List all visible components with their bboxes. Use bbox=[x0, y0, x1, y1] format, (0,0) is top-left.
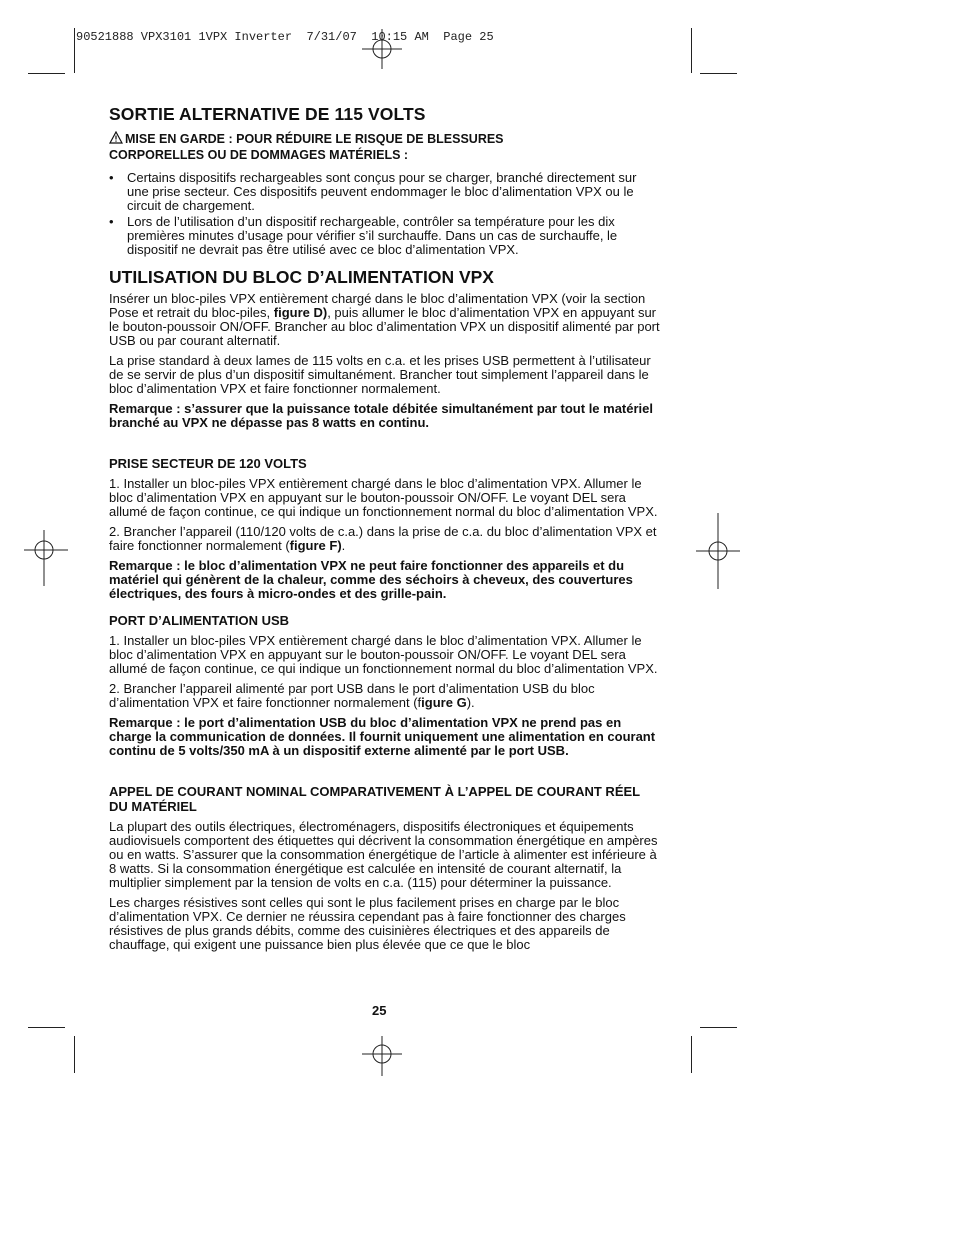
subsection-title: PRISE SECTEUR DE 120 VOLTS bbox=[109, 456, 307, 471]
section-title: SORTIE ALTERNATIVE DE 115 VOLTS bbox=[109, 104, 426, 124]
subsection-title: APPEL DE COURANT NOMINAL COMPARATIVEMENT À L’APPEL DE COURANT RÉEL DU MATÉRIEL bbox=[109, 784, 640, 814]
subsection-title: PORT D’ALIMENTATION USB bbox=[109, 613, 290, 628]
paragraph: Insérer un bloc-piles VPX entièrement chargé dans le bloc d’alimentation VPX (voir la section Pose et retrait du bloc-piles, figure D), puis allumer le bloc d’alimentation VPX en appuyant sur le bouton-poussoir ON/OFF. Brancher au bloc d’alimentation VPX un dispositif alimenté par port USB ou par courant alternatif. bbox=[109, 291, 660, 348]
paragraph: 2. Brancher l’appareil (110/120 volts de c.a.) dans la prise de c.a. du bloc d’alimentation VPX et faire fonctionner normalement (figure F). bbox=[109, 524, 657, 553]
paragraph: 1. Installer un bloc-piles VPX entièrement chargé dans le bloc d’alimentation VPX. Allumer le bloc d’alimentation VPX en appuyant sur le bouton-poussoir ON/OFF. Le voyant DEL sera allumé de façon continue, ce qui indique un fonctionnement normal du bloc d’alimentation VPX. bbox=[109, 633, 658, 676]
crop-mark bbox=[74, 28, 75, 73]
crop-mark bbox=[28, 1027, 65, 1028]
warning-block bbox=[109, 131, 660, 163]
list-item: • Certains dispositifs rechargeables sont conçus pour se charger, branché directement sur une prise secteur. Ces dispositifs peuvent endommager le bloc d’alimentation VPX ou le circuit de chargement. bbox=[109, 170, 637, 213]
paragraph: 1. Installer un bloc-piles VPX entièrement chargé dans le bloc d’alimentation VPX. Allumer le bloc d’alimentation VPX en appuyant sur le bouton-poussoir ON/OFF. Le voyant DEL sera allumé de façon continue, ce qui indique un fonctionnement normal du bloc d’alimentation VPX. bbox=[109, 476, 658, 519]
note: Remarque : le port d’alimentation USB du bloc d’alimentation VPX ne prend pas en charge la communication de données. Il fournit uniquement une alimentation en courant continu de 5 volts/350 mA à un dispositif externe alimenté par le port USB. bbox=[109, 715, 656, 758]
registration-mark-left bbox=[24, 530, 68, 586]
page-number: 25 bbox=[372, 1003, 387, 1018]
printer-slug: 90521888 VPX3101 1VPX Inverter 7/31/07 10:15 AM Page 25 bbox=[76, 30, 494, 44]
paragraph: Les charges résistives sont celles qui sont le plus facilement prises en charge par le bloc d’alimentation VPX. Ce dernier ne réussira cependant pas à faire fonctionner des charges résistives de plus grands débits, comme des cuisinières électriques et des appareils de chauffage, qui exigent une puissance bien plus élevée que ce que le bloc bbox=[109, 895, 626, 952]
list-item: • Lors de l’utilisation d’un dispositif rechargeable, contrôler sa température pour les dix premières minutes d’usage pour vérifier s’il surchauffe. Dans un cas de surchauffe, le dispositif ne devrait pas être utilisé avec ce bloc d’alimentation VPX. bbox=[109, 214, 618, 257]
warning-text-line1: MISE EN GARDE : POUR RÉDUIRE LE RISQUE DE BLESSURES bbox=[125, 132, 504, 146]
crop-mark bbox=[691, 1036, 692, 1073]
warning-icon bbox=[109, 131, 123, 144]
note: Remarque : le bloc d’alimentation VPX ne peut faire fonctionner des appareils et du matériel qui génèrent de la chaleur, comme des séchoirs à cheveux, des couvertures électriques, des fours à micro-ondes et des grille-pain. bbox=[109, 558, 633, 601]
warning-list bbox=[109, 171, 660, 257]
crop-mark bbox=[28, 73, 65, 74]
paragraph: 2. Brancher l’appareil alimenté par port USB dans le port d’alimentation USB du bloc d’alimentation VPX et faire fonctionner normalement (figure G). bbox=[109, 681, 595, 710]
paragraph: La plupart des outils électriques, électroménagers, dispositifs électroniques et équipements audiovisuels comportent des étiquettes qui décrivent la consommation énergétique en ampères ou en watts. S’assurer que la consommation énergétique de l’article à alimenter est inférieure à 8 watts. Si la consommation énergétique est calculée en intensité de courant alternatif, la multiplier simplement par la tension de volts en c.a. (115) pour déterminer la puissance. bbox=[109, 819, 658, 890]
registration-mark-top bbox=[362, 29, 402, 69]
warning-text-line2: CORPORELLES OU DE DOMMAGES MATÉRIELS : bbox=[109, 148, 409, 162]
crop-mark bbox=[74, 1036, 75, 1073]
registration-mark-bottom bbox=[362, 1036, 402, 1076]
section-title: UTILISATION DU BLOC D’ALIMENTATION VPX bbox=[109, 267, 494, 287]
crop-mark bbox=[691, 28, 692, 73]
registration-mark-right bbox=[696, 513, 740, 589]
note: Remarque : s’assurer que la puissance totale débitée simultanément par tout le matériel branché au VPX ne dépasse pas 8 watts en continu. bbox=[109, 401, 654, 430]
crop-mark bbox=[700, 73, 737, 74]
page-content bbox=[109, 104, 660, 958]
paragraph: La prise standard à deux lames de 115 volts en c.a. et les prises USB permettent à l’utilisateur de se servir de plus d’un dispositif simultanément. Brancher tout simplement l’appareil dans le bloc d’alimentation VPX et faire fonctionner normalement. bbox=[109, 353, 651, 396]
crop-mark bbox=[700, 1027, 737, 1028]
